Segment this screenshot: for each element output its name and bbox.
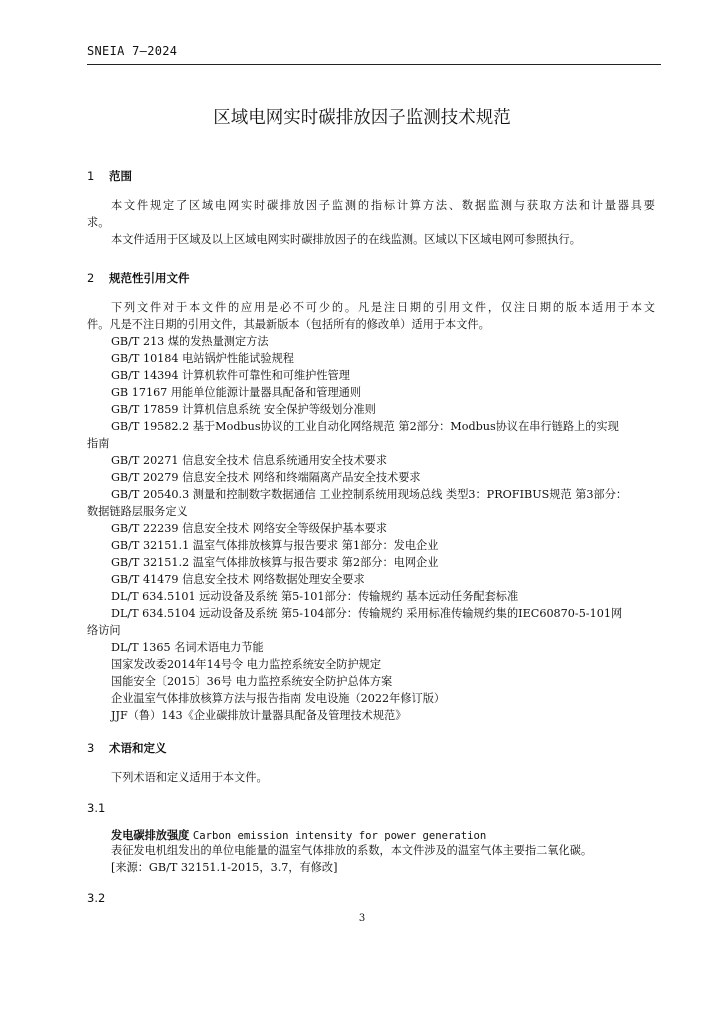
reference-item: GB/T 20540.3 测量和控制数字数据通信 工业控制系统用现场总线 类型3：PROFIBUS规范 第3部分： <box>111 488 628 501</box>
reference-item: GB/T 22239 信息安全技术 网络安全等级保护基本要求 <box>111 522 388 535</box>
section-heading-terms <box>87 740 167 756</box>
reference-item: GB/T 14394 计算机软件可靠性和可维护性管理 <box>111 369 350 382</box>
section-heading-scope <box>87 168 132 184</box>
term-name-zh: 发电碳排放强度 <box>111 829 190 842</box>
scope-paragraph-1-line-2: 求。 <box>87 216 110 229</box>
reference-item: GB/T 213 煤的发热量测定方法 <box>111 335 269 348</box>
reference-item: GB/T 20279 信息安全技术 网络和终端隔离产品安全技术要求 <box>111 471 421 484</box>
reference-item: 国家发改委2014年14号令 电力监控系统安全防护规定 <box>111 658 382 671</box>
normative-intro-line-1: 下列文件对于本文件的应用是必不可少的。凡是注日期的引用文件，仅注日期的版本适用于本文 <box>111 301 655 314</box>
section-heading-normative-references <box>87 270 190 286</box>
term-entry <box>111 827 486 843</box>
section-title: 术语和定义 <box>109 741 167 755</box>
reference-item: GB/T 20271 信息安全技术 信息系统通用安全技术要求 <box>111 454 388 467</box>
scope-paragraph-2: 本文件适用于区域及以上区域电网实时碳排放因子的在线监测。区域以下区域电网可参照执行。 <box>111 233 581 246</box>
document-title: 区域电网实时碳排放因子监测技术规范 <box>213 108 511 128</box>
term-source: [来源：GB/T 32151.1-2015，3.7，有修改] <box>111 861 338 874</box>
section-number: 3 <box>87 741 95 755</box>
terms-intro: 下列术语和定义适用于本文件。 <box>111 771 268 784</box>
section-number: 2 <box>87 271 95 285</box>
clause-number: 3.1 <box>87 801 106 815</box>
reference-item: DL/T 1365 名词术语电力节能 <box>111 641 264 654</box>
reference-item-continuation: 数据链路层服务定义 <box>87 505 188 518</box>
scope-paragraph-1-line-1: 本文件规定了区域电网实时碳排放因子监测的指标计算方法、数据监测与获取方法和计量器具要 <box>111 199 655 212</box>
reference-item-continuation: 指南 <box>87 437 110 450</box>
header-divider <box>87 64 661 65</box>
reference-item: JJF（鲁）143《企业碳排放计量器具配备及管理技术规范》 <box>111 709 407 722</box>
reference-item: GB/T 32151.2 温室气体排放核算与报告要求 第2部分：电网企业 <box>111 556 439 569</box>
reference-item: GB/T 41479 信息安全技术 网络数据处理安全要求 <box>111 573 365 586</box>
term-name-en: Carbon emission intensity for power generation <box>192 830 487 842</box>
reference-item: 企业温室气体排放核算方法与报告指南 发电设施（2022年修订版） <box>111 692 446 705</box>
reference-item: DL/T 634.5101 远动设备及系统 第5-101部分：传输规约 基本远动任务配套标准 <box>111 590 519 603</box>
term-definition: 表征发电机组发出的单位电能量的温室气体排放的系数，本文件涉及的温室气体主要指二氧化碳。 <box>111 844 593 857</box>
reference-item: GB/T 10184 电站锅炉性能试验规程 <box>111 352 294 365</box>
reference-item-continuation: 络访问 <box>87 624 121 637</box>
section-title: 范围 <box>109 169 132 183</box>
reference-item: GB/T 17859 计算机信息系统 安全保护等级划分准则 <box>111 403 376 416</box>
reference-item: DL/T 634.5104 远动设备及系统 第5-104部分：传输规约 采用标准传输规约集的IEC60870-5-101网 <box>111 607 623 620</box>
section-title: 规范性引用文件 <box>109 271 190 285</box>
reference-item: GB 17167 用能单位能源计量器具配备和管理通则 <box>111 386 362 399</box>
section-number: 1 <box>87 169 95 183</box>
normative-intro-line-2: 件。凡是不注日期的引用文件，其最新版本（包括所有的修改单）适用于本文件。 <box>87 318 490 331</box>
reference-item: GB/T 19582.2 基于Modbus协议的工业自动化网络规范 第2部分：Modbus协议在串行链路上的实现 <box>111 420 619 433</box>
standard-code: SNEIA 7—2024 <box>87 44 178 58</box>
reference-item: GB/T 32151.1 温室气体排放核算与报告要求 第1部分：发电企业 <box>111 539 439 552</box>
clause-number: 3.2 <box>87 891 106 905</box>
page-number: 3 <box>358 913 366 924</box>
reference-item: 国能安全〔2015〕36号 电力监控系统安全防护总体方案 <box>111 675 393 688</box>
